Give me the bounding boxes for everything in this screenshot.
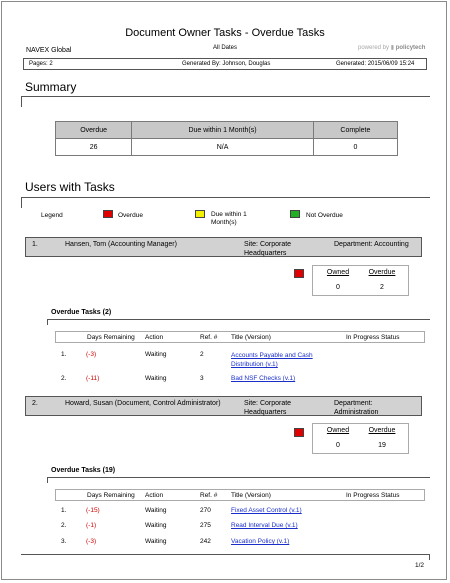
brand-name: policytech [395, 45, 426, 51]
col-title: Title (Version) [231, 334, 271, 341]
powered-by-logo [358, 44, 425, 51]
legend-swatch-not-overdue [290, 210, 300, 218]
user-name: Howard, Susan (Document, Control Administrator) [65, 400, 221, 407]
task-action: Waiting [145, 522, 167, 529]
owned-overdue-box [312, 423, 409, 454]
summary-value-overdue: 26 [56, 139, 132, 156]
summary-header-overdue: Overdue [56, 122, 132, 139]
pages-count: Pages: 2 [29, 61, 53, 67]
owned-count: 0 [336, 442, 340, 449]
tasks-header-row [55, 489, 425, 501]
legend-due: Due within 1 Month(s) [211, 211, 247, 226]
user-department: Department: Accounting [334, 241, 409, 248]
task-action: Waiting [145, 375, 167, 382]
powered-by-text: powered by [358, 45, 390, 51]
col-action: Action [145, 492, 164, 499]
task-title-link[interactable]: Read Interval Due (v.1) [231, 522, 298, 529]
task-number: 3. [61, 538, 67, 545]
summary-value-due: N/A [132, 139, 314, 156]
col-action: Action [145, 334, 164, 341]
tasks-rule [47, 319, 430, 320]
user-row [25, 237, 422, 257]
status-overdue-indicator [294, 428, 304, 437]
task-ref: 242 [200, 538, 211, 545]
task-action: Waiting [145, 507, 167, 514]
date-range: All Dates [212, 45, 237, 51]
col-days-remaining: Days Remaining [87, 492, 135, 499]
user-number: 2. [32, 400, 38, 407]
summary-table [55, 121, 398, 156]
overdue-count: 2 [380, 284, 384, 291]
overdue-label: Overdue [368, 269, 396, 276]
task-ref: 2 [200, 351, 204, 358]
generated-by: Generated By: Johnson, Douglas [182, 61, 271, 67]
overdue-count: 19 [378, 442, 386, 449]
task-days-remaining: (-15) [86, 507, 100, 514]
task-number: 1. [61, 351, 67, 358]
legend-swatch-overdue [103, 210, 113, 218]
col-days-remaining: Days Remaining [87, 334, 135, 341]
col-status: In Progress Status [346, 492, 400, 499]
summary-heading: Summary [25, 80, 77, 94]
overdue-label: Overdue [368, 427, 396, 434]
summary-value-complete: 0 [313, 139, 397, 156]
summary-rule-side [21, 96, 22, 107]
task-days-remaining: (-11) [86, 375, 100, 382]
task-title-link[interactable]: Bad NSF Checks (v.1) [231, 375, 296, 382]
task-ref: 3 [200, 375, 204, 382]
tasks-rule-side [47, 319, 48, 325]
tasks-heading: Overdue Tasks (2) [51, 309, 112, 316]
users-heading: Users with Tasks [25, 180, 115, 194]
task-days-remaining: (-3) [86, 538, 97, 545]
footer-rule [21, 554, 430, 555]
owned-count: 0 [336, 284, 340, 291]
users-rule [21, 197, 430, 198]
user-row [25, 396, 422, 416]
col-ref: Ref. # [200, 492, 218, 499]
tasks-rule [47, 477, 430, 478]
generated-date: Generated: 2015/06/09 15:24 [336, 61, 415, 67]
report-title: Document Owner Tasks - Overdue Tasks [125, 27, 325, 39]
task-action: Waiting [145, 538, 167, 545]
summary-header-complete: Complete [313, 122, 397, 139]
users-rule-side [21, 197, 22, 208]
owned-label: Owned [326, 269, 350, 276]
task-number: 2. [61, 375, 67, 382]
legend-overdue: Overdue [118, 212, 143, 219]
document-icon: ▮ [390, 45, 395, 51]
footer-rule-side [429, 554, 430, 560]
task-number: 1. [61, 507, 67, 514]
user-site: Site: Corporate Headquarters [244, 241, 292, 257]
page-number: 1/2 [415, 562, 425, 569]
task-number: 2. [61, 522, 67, 529]
col-status: In Progress Status [346, 334, 400, 341]
user-department: Department: Administration [334, 400, 379, 416]
summary-rule [21, 96, 430, 97]
user-name: Hansen, Tom (Accounting Manager) [65, 241, 177, 248]
task-ref: 275 [200, 522, 211, 529]
task-action: Waiting [145, 351, 167, 358]
task-title-link[interactable]: Fixed Asset Control (v.1) [231, 507, 302, 514]
status-overdue-indicator [294, 269, 304, 278]
task-ref: 270 [200, 507, 211, 514]
legend-label: Legend [41, 212, 63, 219]
task-title-link[interactable]: Accounts Payable and Cash Distribution (v.1) [231, 352, 313, 368]
organization-name: NAVEX Global [26, 47, 72, 54]
tasks-header-row [55, 331, 425, 343]
report-info-bar [23, 58, 427, 70]
user-site: Site: Corporate Headquarters [244, 400, 292, 416]
col-ref: Ref. # [200, 334, 218, 341]
owned-label: Owned [326, 427, 350, 434]
tasks-rule-side [47, 477, 48, 483]
col-title: Title (Version) [231, 492, 271, 499]
task-days-remaining: (-1) [86, 522, 97, 529]
user-number: 1. [32, 241, 38, 248]
report-page [1, 1, 447, 580]
summary-header-due: Due within 1 Month(s) [132, 122, 314, 139]
task-title-link[interactable]: Vacation Policy (v.1) [231, 538, 290, 545]
legend-swatch-due [195, 210, 205, 218]
legend-not-overdue: Not Overdue [306, 212, 343, 219]
task-days-remaining: (-3) [86, 351, 97, 358]
owned-overdue-box [312, 265, 409, 296]
tasks-heading: Overdue Tasks (19) [51, 467, 116, 474]
